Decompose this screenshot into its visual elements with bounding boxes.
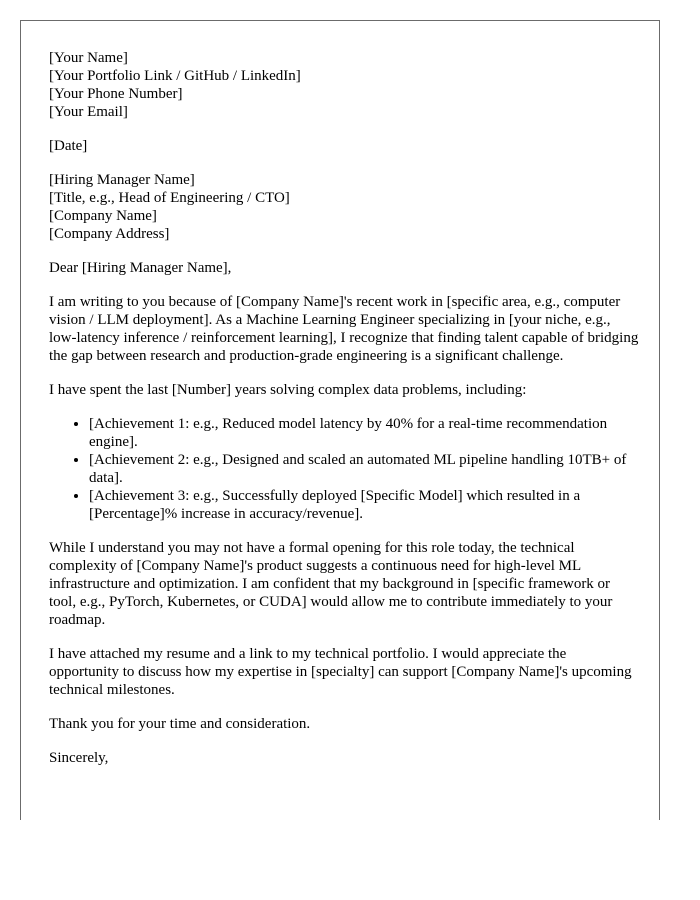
motivation-paragraph: While I understand you may not have a formal opening for this role today, the technical complexity of [Company Name]'s product suggests a continuous need for high-level ML infrastructure and optimization. I am confident that my background in [specific framework or tool, e.g., PyTorch, Kubernetes, or CUDA] would allow me to contribute immediately to your roadmap. [49, 540, 613, 628]
list-item: • [Achievement 1: e.g., Reduced model latency by 40% for a real-time recommendation engine]. [89, 415, 639, 451]
sender-name: [Your Name] [49, 50, 128, 66]
closing-paragraph: I have attached my resume and a link to my technical portfolio. I would appreciate the opportunity to discuss how my expertise in [specialty] can support [Company Name]'s upcoming technical milestones. [49, 646, 632, 698]
intro-paragraph: I am writing to you because of [Company Name]'s recent work in [specific area, e.g., computer vision / LLM deployment]. As a Machine Learning Engineer specializing in [your niche, e.g., low-latency inference / reinforcement learning], I recognize that finding talent capable of bridging the gap between research and production-grade engineering is a significant challenge. [49, 294, 639, 364]
recipient-title: [Title, e.g., Head of Engineering / CTO] [49, 190, 290, 206]
letter-content [49, 49, 639, 783]
recipient-address: [Company Address] [49, 226, 170, 242]
letter-page [20, 20, 660, 820]
recipient-company: [Company Name] [49, 208, 157, 224]
list-item: • [Achievement 2: e.g., Designed and scaled an automated ML pipeline handling 10TB+ of data]. [89, 451, 639, 487]
recipient-block [49, 171, 639, 243]
recipient-name: [Hiring Manager Name] [49, 172, 195, 188]
sender-portfolio: [Your Portfolio Link / GitHub / LinkedIn] [49, 68, 301, 84]
salutation: Dear [Hiring Manager Name], [49, 260, 232, 276]
signoff: Sincerely, [49, 750, 109, 766]
experience-intro: I have spent the last [Number] years solving complex data problems, including: [49, 382, 527, 398]
achievements-list [49, 415, 639, 523]
list-item: • [Achievement 3: e.g., Successfully deployed [Specific Model] which resulted in a [Percentage]% increase in accuracy/revenue]. [89, 487, 639, 523]
date-block [49, 137, 639, 155]
sender-email: [Your Email] [49, 104, 128, 120]
sender-phone: [Your Phone Number] [49, 86, 183, 102]
thanks-line: Thank you for your time and consideration. [49, 716, 311, 732]
letter-date: [Date] [49, 138, 88, 154]
sender-block [49, 49, 639, 121]
